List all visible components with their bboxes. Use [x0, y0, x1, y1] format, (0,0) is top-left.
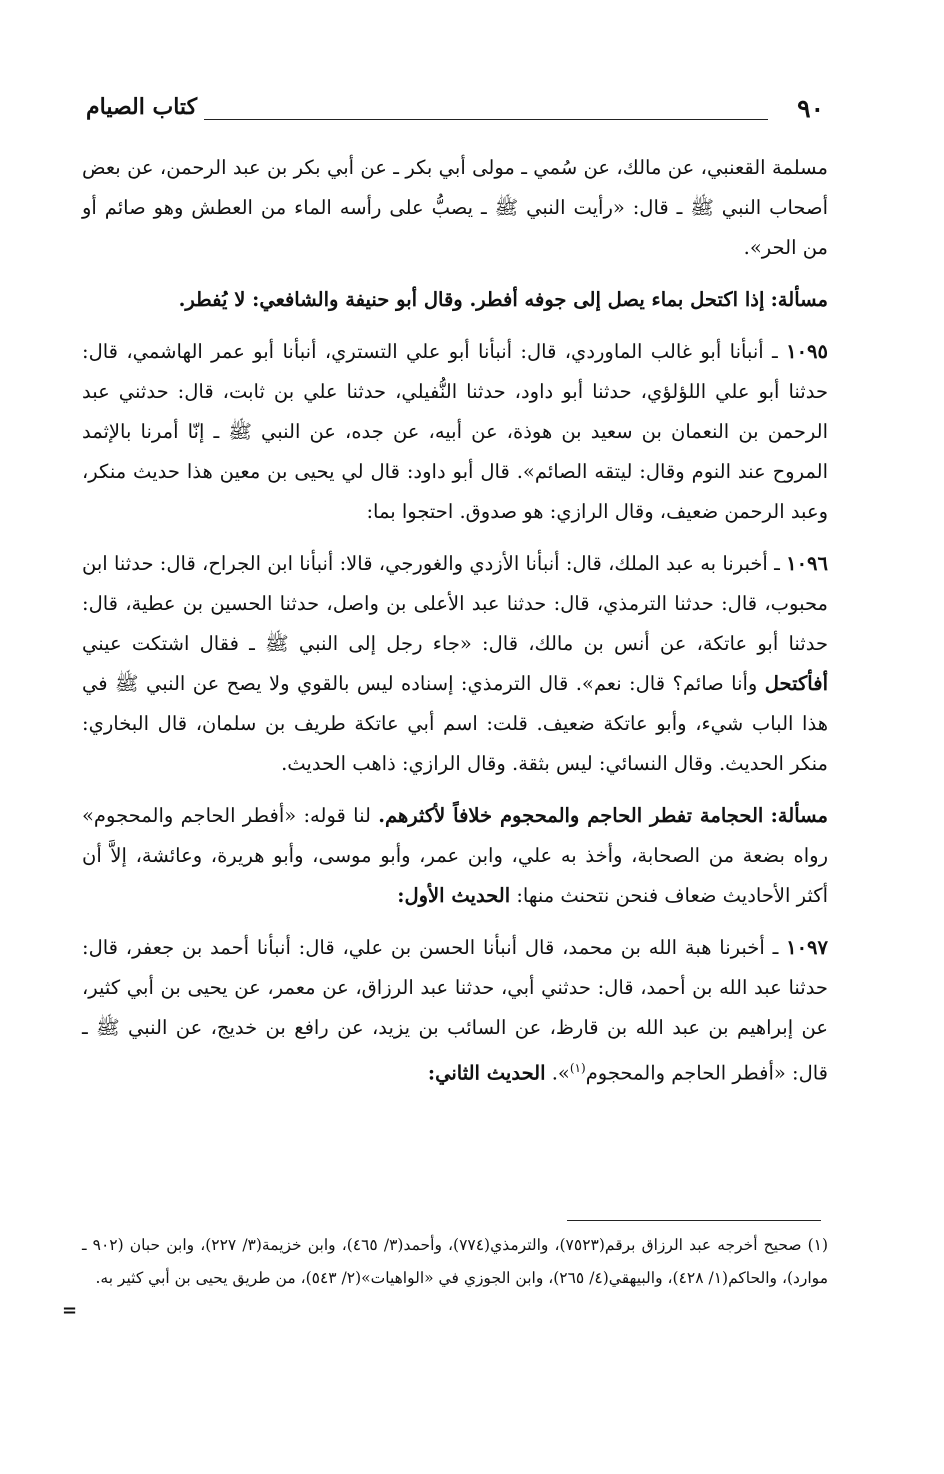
second-hadith-label: الحديث الثاني: — [427, 1061, 546, 1085]
masala-text: إذا اكتحل بماء يصل إلى جوفه أفطر. وقال أبو حنيفة والشافعي: لا يُفطر. — [178, 288, 765, 311]
masala-label: مسألة: — [770, 288, 828, 311]
masala-hijama — [82, 796, 828, 916]
masala-text: لنا قوله: «أفطر الحاجم والمحجوم» رواه بضعة من الصحابة، وأخذ به علي، وابن عمر، وأبو موسى، وأبو هريرة، وعائشة، إلاَّ أن أكثر الأحاديث ضعاف فنحن نتحنث منها: — [82, 804, 828, 907]
paragraph-1: مسلمة القعنبي، عن مالك، عن سُمي ـ مولى أبي بكر ـ عن أبي بكر بن عبد الرحمن، عن بعض أصحاب النبي ﷺ ـ قال: «رأيت النبي ﷺ ـ يصبُّ على رأسه الماء من العطش وهو صائم أو من الحر». — [82, 156, 828, 259]
footnote-1: (١) صحيح أخرجه عبد الرزاق برقم(٧٥٢٣)، والترمذي(٧٧٤)، وأحمد(٣/ ٤٦٥)، وابن خزيمة(٣/ ٢٢٧)، وابن حبان (٩٠٢ ـ موارد)، والحاكم(١/ ٤٢٨)، والبيهقي(٤/ ٢٦٥)، وابن الجوزي في «الواهيات»(٢/ ٥٤٣)، من طريق يحيى بن أبي كثير به. — [82, 1236, 829, 1287]
header-rule — [204, 119, 768, 120]
hadith-1097 — [82, 928, 828, 1094]
hadith-number: ١٠٩٥ — [786, 340, 828, 363]
hadith-text: ـ أخبرنا به عبد الملك، قال: أنبأنا الأزدي والغورجي، قالا: أنبأنا ابن الجراح، قال: حدثنا ابن محبوب، قال: حدثنا الترمذي، قال: حدثنا عبد الأعلى بن واصل، حدثنا الحسين بن عطية، قال: حدثنا أبو عاتكة، عن أنس بن مالك، قال: «جاء رجل إلى النبي ﷺ ـ فقال اشتكت عيني — [82, 552, 828, 655]
hadith-number: ١٠٩٧ — [786, 936, 829, 959]
hadith-text-cont: وأنا صائم؟ قال: نعم». قال الترمذي: إسناده ليس بالقوي ولا يصح عن النبي ﷺ في هذا الباب شيء، وأبو عاتكة ضعيف. قلت: اسم أبي عاتكة طريف بن سلمان، قال البخاري: منكر الحديث. وقال النسائي: ليس بثقة. وقال الرازي: ذاهب الحديث. — [82, 672, 828, 775]
footnote-rule — [567, 1220, 821, 1221]
masala-label: مسألة: — [770, 804, 828, 827]
hadith-number: ١٠٩٦ — [786, 552, 829, 575]
hadith-text: ـ أنبأنا أبو غالب الماوردي، قال: أنبأنا أبو علي التستري، أنبأنا أبو عمر الهاشمي، قال: حدثنا أبو علي اللؤلؤي، حدثنا أبو داود، حدثنا النُّفيلي، حدثنا علي بن ثابت، قال: حدثني عبد الرحمن بن النعمان بن سعيد بن هوذة، عن أبيه، عن جده، عن النبي ﷺ ـ إنّا أمرنا بالإثمد المروح عند النوم وقال: ليتقه الصائم». قال أبو داود: قال لي يحيى بن معين هذا حديث منكر، وعبد الرحمن ضعيف، وقال الرازي: هو صدوق. احتجوا بما: — [82, 340, 828, 523]
continuation-mark: = — [62, 1300, 78, 1321]
first-hadith-label: الحديث الأول: — [397, 884, 511, 907]
page-header — [86, 92, 824, 132]
hadith-text: ـ أخبرنا هبة الله بن محمد، قال أنبأنا الحسن بن علي، قال: أنبأنا أحمد بن جعفر، قال: حدثنا عبد الله بن أحمد، قال: حدثني أبي، حدثنا عبد الرزاق، عن معمر، عن يحيى بن أبي كثير، عن إبراهيم بن عبد الله بن قارظ، عن السائب بن يزيد، عن رافع بن خديج، عن النبي ﷺ ـ قال: «أفطر الحاجم والمحجوم — [82, 936, 828, 1085]
footnote-ref: (١) — [569, 1061, 586, 1075]
hadith-bold-word: أفأكتحل — [764, 672, 828, 695]
main-text — [82, 148, 828, 1094]
hadith-text-end: ». — [551, 1061, 570, 1085]
hadith-1096 — [82, 544, 828, 784]
page-number: ٩٠ — [797, 94, 824, 123]
masala-kohl — [82, 280, 828, 320]
running-title: كتاب الصيام — [86, 94, 198, 120]
hadith-1095 — [82, 332, 828, 532]
masala-heading: الحجامة تفطر الحاجم والمحجوم خلافاً لأكثرهم. — [378, 804, 764, 827]
footnotes — [82, 1229, 828, 1295]
